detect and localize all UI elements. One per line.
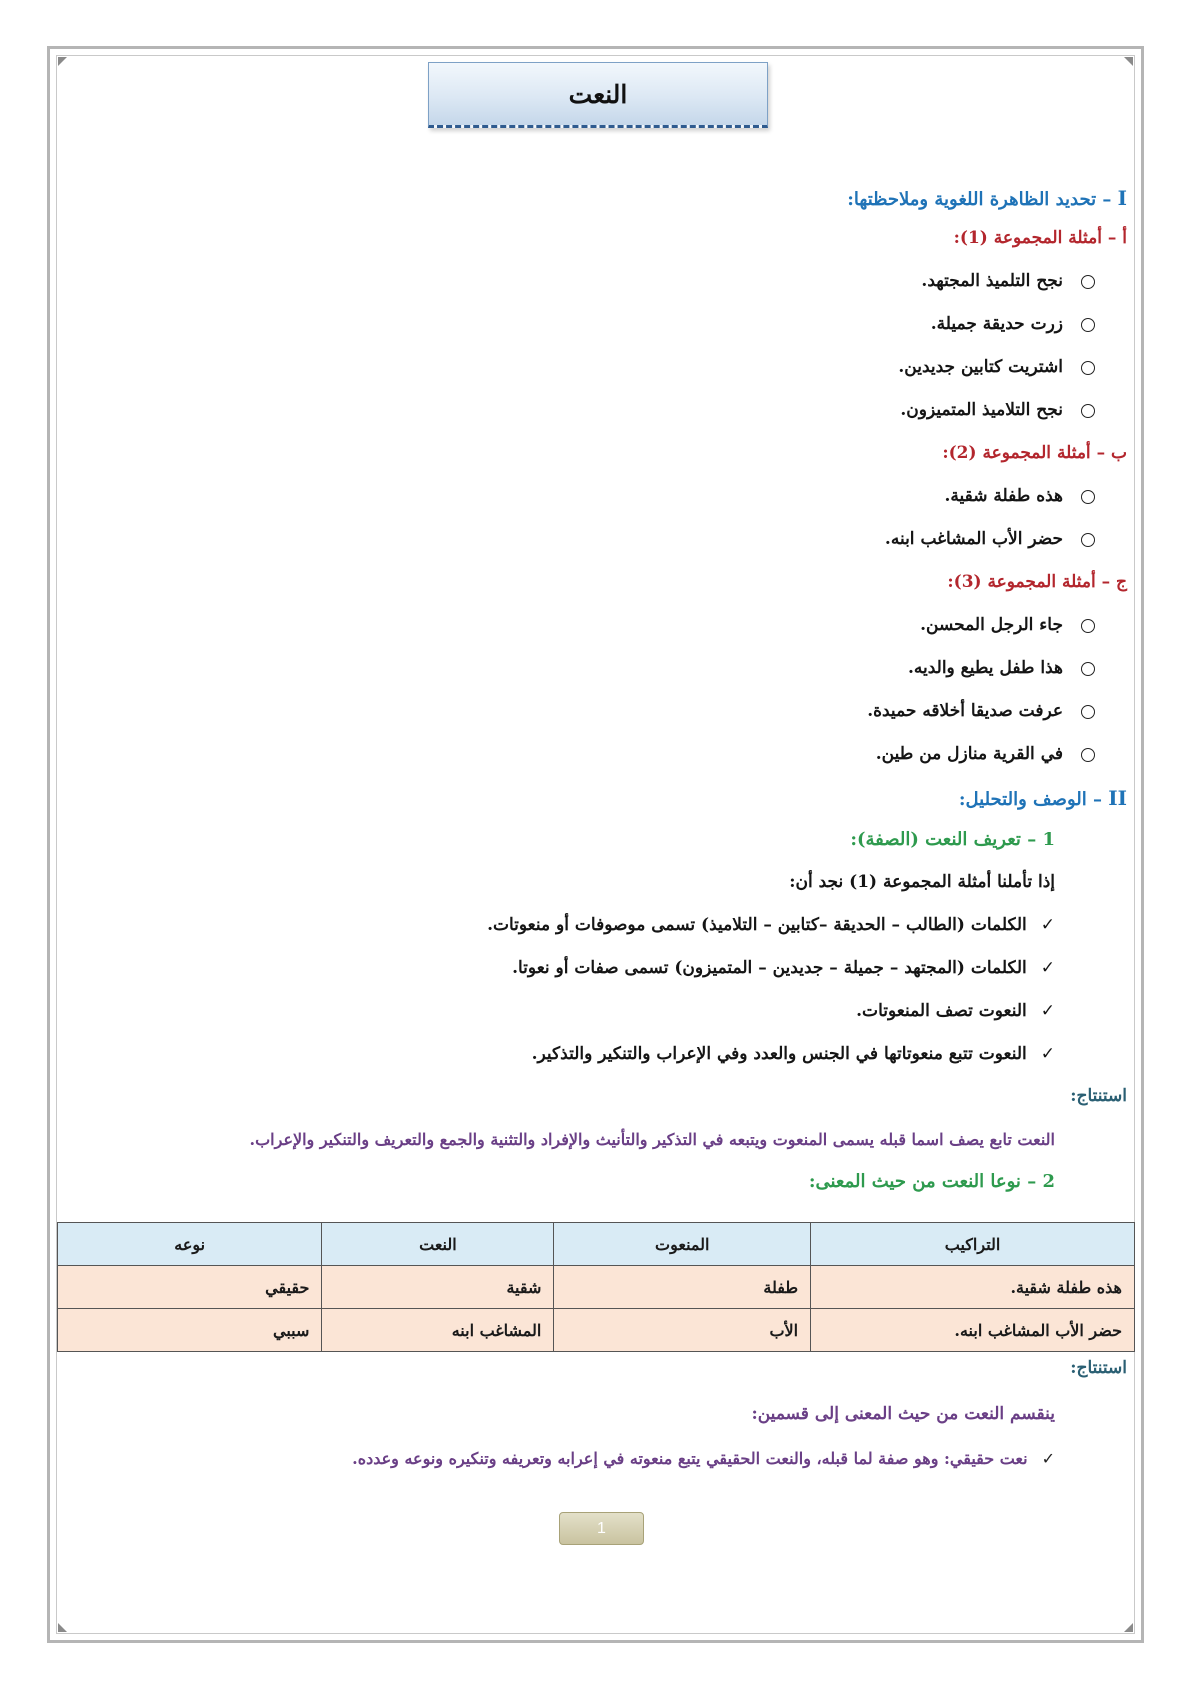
check-item: [512, 958, 1055, 978]
list-item: [885, 529, 1095, 549]
check-item: [487, 915, 1055, 935]
conclusion-text: ينقسم النعت من حيث المعنى إلى قسمين:: [751, 1404, 1055, 1424]
list-item: [931, 314, 1095, 334]
check-item-text: النعوت تصف المنعوتات.: [856, 1001, 1027, 1021]
section-number: I: [1117, 186, 1127, 210]
page-title: النعت: [568, 79, 628, 109]
subsection-heading: 1 – تعريف النعت (الصفة):: [850, 829, 1055, 850]
corner-ornament-icon: [1124, 1623, 1133, 1632]
circle-bullet-icon: [1081, 533, 1095, 547]
section-heading-2: [959, 786, 1127, 810]
group-label: أ – أمثلة المجموعة (1):: [953, 228, 1127, 248]
table-cell: سببي: [58, 1309, 322, 1352]
conclusion-label: استنتاج:: [1070, 1086, 1127, 1106]
conclusion-text: النعت تابع يصف اسما قبله يسمى المنعوت ويتبعه في التذكير والتأنيث والإفراد والتثنية والجمع والتعريف والتنكير والإعراب.: [249, 1130, 1055, 1149]
intro-text: إذا تأملنا أمثلة المجموعة (1) نجد أن:: [789, 872, 1055, 892]
table-cell: هذه طفلة شقية.: [811, 1266, 1135, 1309]
checkmark-icon: ✓: [1040, 1001, 1055, 1021]
list-item-text: زرت حديقة جميلة.: [930, 314, 1063, 334]
corner-ornament-icon: [58, 1623, 67, 1632]
list-item-text: حضر الأب المشاغب ابنه.: [884, 529, 1063, 549]
list-item: [908, 658, 1095, 678]
table-cell: حقيقي: [58, 1266, 322, 1309]
table-header-cell: التراكيب: [811, 1223, 1135, 1266]
circle-bullet-icon: [1081, 748, 1095, 762]
checkmark-icon: ✓: [1040, 1044, 1055, 1064]
table-cell: الأب: [554, 1309, 811, 1352]
list-item: [944, 486, 1095, 506]
circle-bullet-icon: [1081, 619, 1095, 633]
list-item-text: جاء الرجل المحسن.: [920, 615, 1063, 635]
title-box: [428, 62, 768, 128]
list-item-text: هذا طفل يطيع والديه.: [907, 658, 1063, 678]
circle-bullet-icon: [1081, 404, 1095, 418]
table-cell: طفلة: [554, 1266, 811, 1309]
subsection-heading: 2 – نوعا النعت من حيث المعنى:: [808, 1171, 1055, 1192]
list-item-text: نجح التلميذ المجتهد.: [921, 271, 1063, 291]
list-item: [900, 400, 1095, 420]
list-item-text: هذه طفلة شقية.: [944, 486, 1063, 506]
list-item: [867, 701, 1095, 721]
table-header-cell: النعت: [322, 1223, 554, 1266]
list-item-text: في القرية منازل من طين.: [875, 744, 1063, 764]
check-item-text: الكلمات (المجتهد – جميلة – جديدين – المتميزون) تسمى صفات أو نعوتا.: [512, 958, 1027, 978]
table-row: [58, 1309, 1135, 1352]
table-header-row: [58, 1223, 1135, 1266]
circle-bullet-icon: [1081, 490, 1095, 504]
check-item: [532, 1044, 1055, 1064]
circle-bullet-icon: [1081, 275, 1095, 289]
table-row: [58, 1266, 1135, 1309]
list-item: [898, 357, 1095, 377]
section-number: II: [1108, 786, 1127, 810]
table-cell: حضر الأب المشاغب ابنه.: [811, 1309, 1135, 1352]
circle-bullet-icon: [1081, 705, 1095, 719]
list-item: [921, 271, 1095, 291]
check-item: [856, 1001, 1055, 1021]
list-item: [876, 744, 1095, 764]
adjective-types-table: [57, 1222, 1135, 1352]
table-header-cell: نوعه: [58, 1223, 322, 1266]
section-heading-text: – تحديد الظاهرة اللغوية وملاحظتها:: [847, 189, 1118, 210]
check-item: [352, 1449, 1055, 1468]
circle-bullet-icon: [1081, 318, 1095, 332]
table-cell: شقية: [322, 1266, 554, 1309]
group-label: ب – أمثلة المجموعة (2):: [942, 443, 1127, 463]
check-item-text: النعوت تتبع منعوتاتها في الجنس والعدد وفي الإعراب والتنكير والتذكير.: [531, 1044, 1027, 1064]
table-cell: المشاغب ابنه: [322, 1309, 554, 1352]
checkmark-icon: ✓: [1040, 958, 1055, 978]
corner-ornament-icon: [1124, 57, 1133, 66]
page-number: 1: [559, 1512, 644, 1545]
checkmark-icon: ✓: [1041, 1449, 1055, 1468]
check-item-text: نعت حقيقي: وهو صفة لما قبله، والنعت الحقيقي يتبع منعوته في إعرابه وتعريفه وتنكيره ونوعه وعدده.: [352, 1449, 1028, 1468]
list-item-text: عرفت صديقا أخلاقه حميدة.: [867, 701, 1063, 721]
checkmark-icon: ✓: [1040, 915, 1055, 935]
conclusion-label: استنتاج:: [1070, 1358, 1127, 1378]
group-label: ج – أمثلة المجموعة (3):: [947, 572, 1127, 592]
section-heading-text: – الوصف والتحليل:: [958, 789, 1109, 810]
check-item-text: الكلمات (الطالب – الحديقة –كتابين – التلاميذ) تسمى موصوفات أو منعوتات.: [487, 915, 1027, 935]
section-heading-1: [847, 186, 1127, 210]
circle-bullet-icon: [1081, 361, 1095, 375]
circle-bullet-icon: [1081, 662, 1095, 676]
list-item-text: اشتريت كتابين جديدين.: [898, 357, 1063, 377]
list-item: [920, 615, 1095, 635]
table-header-cell: المنعوت: [554, 1223, 811, 1266]
corner-ornament-icon: [58, 57, 67, 66]
list-item-text: نجح التلاميذ المتميزون.: [900, 400, 1063, 420]
